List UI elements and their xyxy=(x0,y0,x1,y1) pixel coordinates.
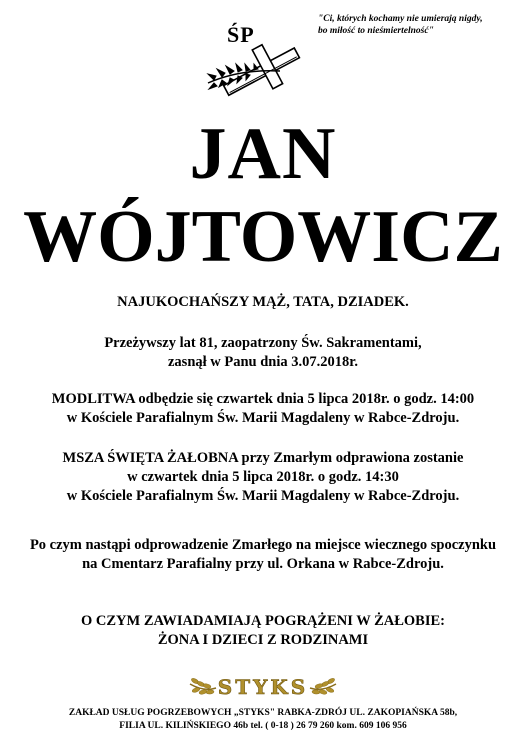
notice-line-2: ŻONA I DZIECI Z RODZINAMI xyxy=(157,632,369,648)
memorial-quote xyxy=(318,13,518,37)
deceased-first-name: JAN xyxy=(189,113,337,195)
procession-line-1: Po czym nastąpi odprowadzenie Zmarłego na miejsce wiecznego spoczynku xyxy=(29,537,497,553)
sp-symbol: ŚP xyxy=(227,22,255,47)
styks-logo xyxy=(186,670,340,702)
prayer-line-2: w Kościele Parafialnym Św. Marii Magdaleny w Rabce-Zdroju. xyxy=(66,410,460,426)
footer-address-line: ZAKŁAD USŁUG POGRZEBOWYCH „STYKS" RABKA-ZDRÓJ UL. ZAKOPIAŃSKA 58b, xyxy=(68,708,458,718)
mass-line-1: MSZA ŚWIĘTA ŻAŁOBNA przy Zmarłym odprawiona zostanie xyxy=(62,450,464,466)
styks-logo-text: STYKS xyxy=(217,675,309,699)
prayer-line-1: MODLITWA odbędzie się czwartek dnia 5 lipca 2018r. o godz. 14:00 xyxy=(51,391,475,407)
procession-line-2: na Cmentarz Parafialny przy ul. Orkana w Rabce-Zdroju. xyxy=(82,556,444,572)
deceased-last-name: WÓJTOWICZ xyxy=(23,196,503,278)
cross-with-palm-icon xyxy=(200,43,310,98)
age-line-2: zasnął w Panu dnia 3.07.2018r. xyxy=(167,354,358,370)
notice-line-1: O CZYM ZAWIADAMIAJĄ POGRĄŻENI W ŻAŁOBIE: xyxy=(80,613,445,629)
quote-line-2: bo miłość to nieśmiertelność" xyxy=(318,26,434,36)
age-line-1: Przeżywszy lat 81, zaopatrzony Św. Sakramentami, xyxy=(104,335,422,351)
mass-line-2: w czwartek dnia 5 lipca 2018r. o godz. 14:30 xyxy=(127,469,399,485)
quote-line-1: "Ci, których kochamy nie umierają nigdy, xyxy=(318,14,483,24)
family-relation: NAJUKOCHAŃSZY MĄŻ, TATA, DZIADEK. xyxy=(117,294,409,310)
footer-contact-line: FILIA UL. KILIŃSKIEGO 46b tel. ( 0-18 ) 26 79 260 kom. 609 106 956 xyxy=(119,721,407,731)
mass-line-3: w Kościele Parafialnym Św. Marii Magdaleny w Rabce-Zdroju. xyxy=(66,488,460,504)
